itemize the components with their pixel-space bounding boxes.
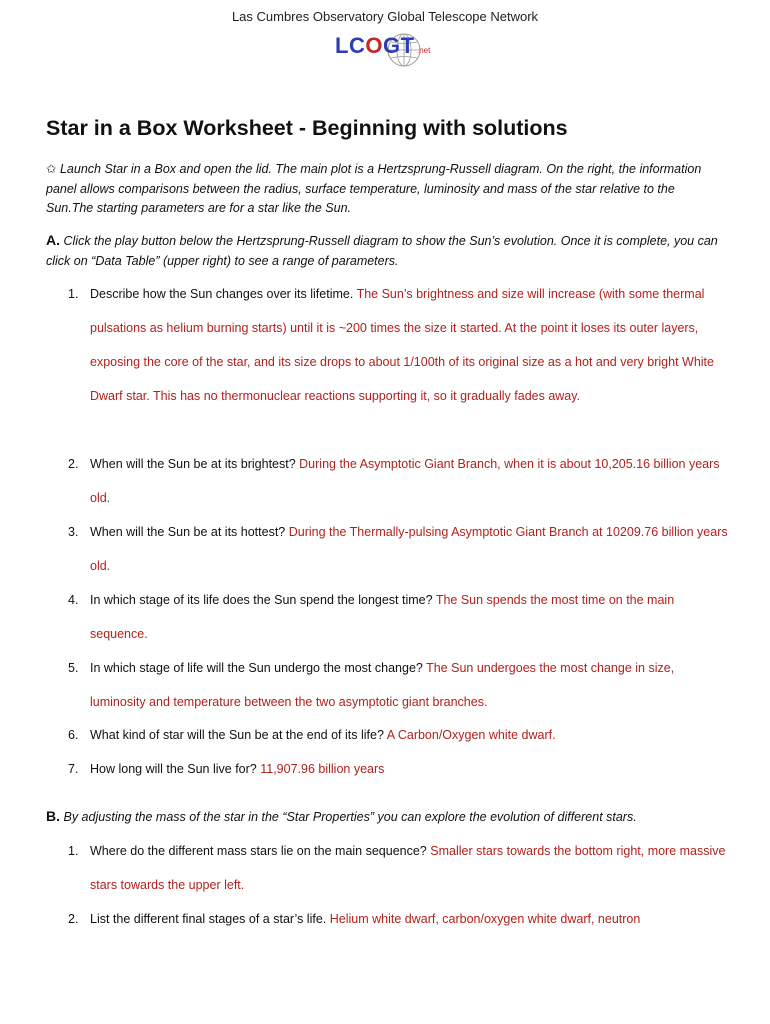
- question-number: 5.: [68, 661, 79, 675]
- question-a2: [68, 447, 728, 515]
- section-a-text: Click the play button below the Hertzsprung-Russell diagram to show the Sun’s evolution. Once it is complete, you can click on “Data Table” (upper right) to see a range of parameters.: [46, 234, 718, 268]
- lcogt-logo: [333, 31, 443, 69]
- answer-text: The Sun undergoes the most change in size, luminosity and temperature between the two asymptotic giant branches.: [90, 661, 675, 709]
- question-b1: [68, 834, 728, 902]
- question-text: List the different final stages of a star’s life.: [90, 912, 327, 926]
- answer-text: Smaller stars towards the bottom right, more massive stars towards the upper left.: [90, 844, 726, 892]
- answer-text: Helium white dwarf, carbon/oxygen white dwarf, neutron: [329, 912, 641, 926]
- question-number: 3.: [68, 525, 79, 539]
- question-text: In which stage of life will the Sun undergo the most change?: [90, 661, 423, 675]
- question-text: In which stage of its life does the Sun spend the longest time?: [90, 593, 433, 607]
- question-a1: [68, 277, 728, 413]
- question-text: When will the Sun be at its brightest?: [90, 457, 296, 471]
- answer-text: The Sun spends the most time on the main sequence.: [90, 593, 675, 641]
- section-b-heading: [46, 807, 722, 828]
- section-b-text: By adjusting the mass of the star in the “Star Properties” you can explore the evolution of different stars.: [63, 810, 637, 824]
- question-a4: [68, 583, 728, 651]
- question-number: 6.: [68, 728, 79, 742]
- question-number: 1.: [68, 287, 79, 301]
- answer-text: During the Thermally-pulsing Asymptotic Giant Branch at 10209.76 billion years old.: [90, 525, 728, 573]
- question-text: What kind of star will the Sun be at the end of its life?: [90, 728, 384, 742]
- logo-wordmark: LCOGT: [335, 33, 415, 58]
- question-number: 1.: [68, 844, 79, 858]
- question-number: 2.: [68, 457, 79, 471]
- question-number: 7.: [68, 762, 79, 776]
- question-a6: [68, 718, 728, 752]
- section-b-letter: B.: [46, 808, 60, 824]
- answer-text: During the Asymptotic Giant Branch, when it is about 10,205.16 billion years old.: [90, 457, 720, 505]
- answer-text: A Carbon/Oxygen white dwarf.: [386, 728, 556, 742]
- intro-text: Launch Star in a Box and open the lid. The main plot is a Hertzsprung-Russell diagram. On the right, the information panel allows comparisons between the radius, surface temperature, luminosity and mass of the star relative to the Sun.The starting parameters are for a star like the Sun.: [46, 162, 702, 215]
- section-a-heading: [46, 231, 722, 271]
- question-a7: [68, 752, 728, 786]
- question-text: When will the Sun be at its hottest?: [90, 525, 286, 539]
- star-icon: ✩: [46, 162, 57, 176]
- page-title: Star in a Box Worksheet - Beginning with solutions: [46, 116, 568, 140]
- question-text: Describe how the Sun changes over its lifetime.: [90, 287, 354, 301]
- question-text: Where do the different mass stars lie on the main sequence?: [90, 844, 427, 858]
- intro-paragraph: [46, 160, 722, 219]
- question-number: 2.: [68, 912, 79, 926]
- answer-text: 11,907.96 billion years: [260, 762, 385, 776]
- question-text: How long will the Sun live for?: [90, 762, 257, 776]
- section-a-letter: A.: [46, 232, 60, 248]
- logo-suffix: .net: [417, 46, 431, 55]
- question-number: 4.: [68, 593, 79, 607]
- organization-header: Las Cumbres Observatory Global Telescope Network: [231, 9, 539, 24]
- answer-text: The Sun’s brightness and size will increase (with some thermal pulsations as helium burning starts) until it is ~200 times the size it started. At the point it loses its outer layers, exposing the core of the star, and its size drops to about 1/100th of its original size as a hot and very bright White Dwarf star. This has no thermonuclear reactions supporting it, so it gradually fades away.: [90, 287, 714, 403]
- question-a3: [68, 515, 728, 583]
- question-a5: [68, 651, 728, 719]
- question-b2: [68, 902, 728, 936]
